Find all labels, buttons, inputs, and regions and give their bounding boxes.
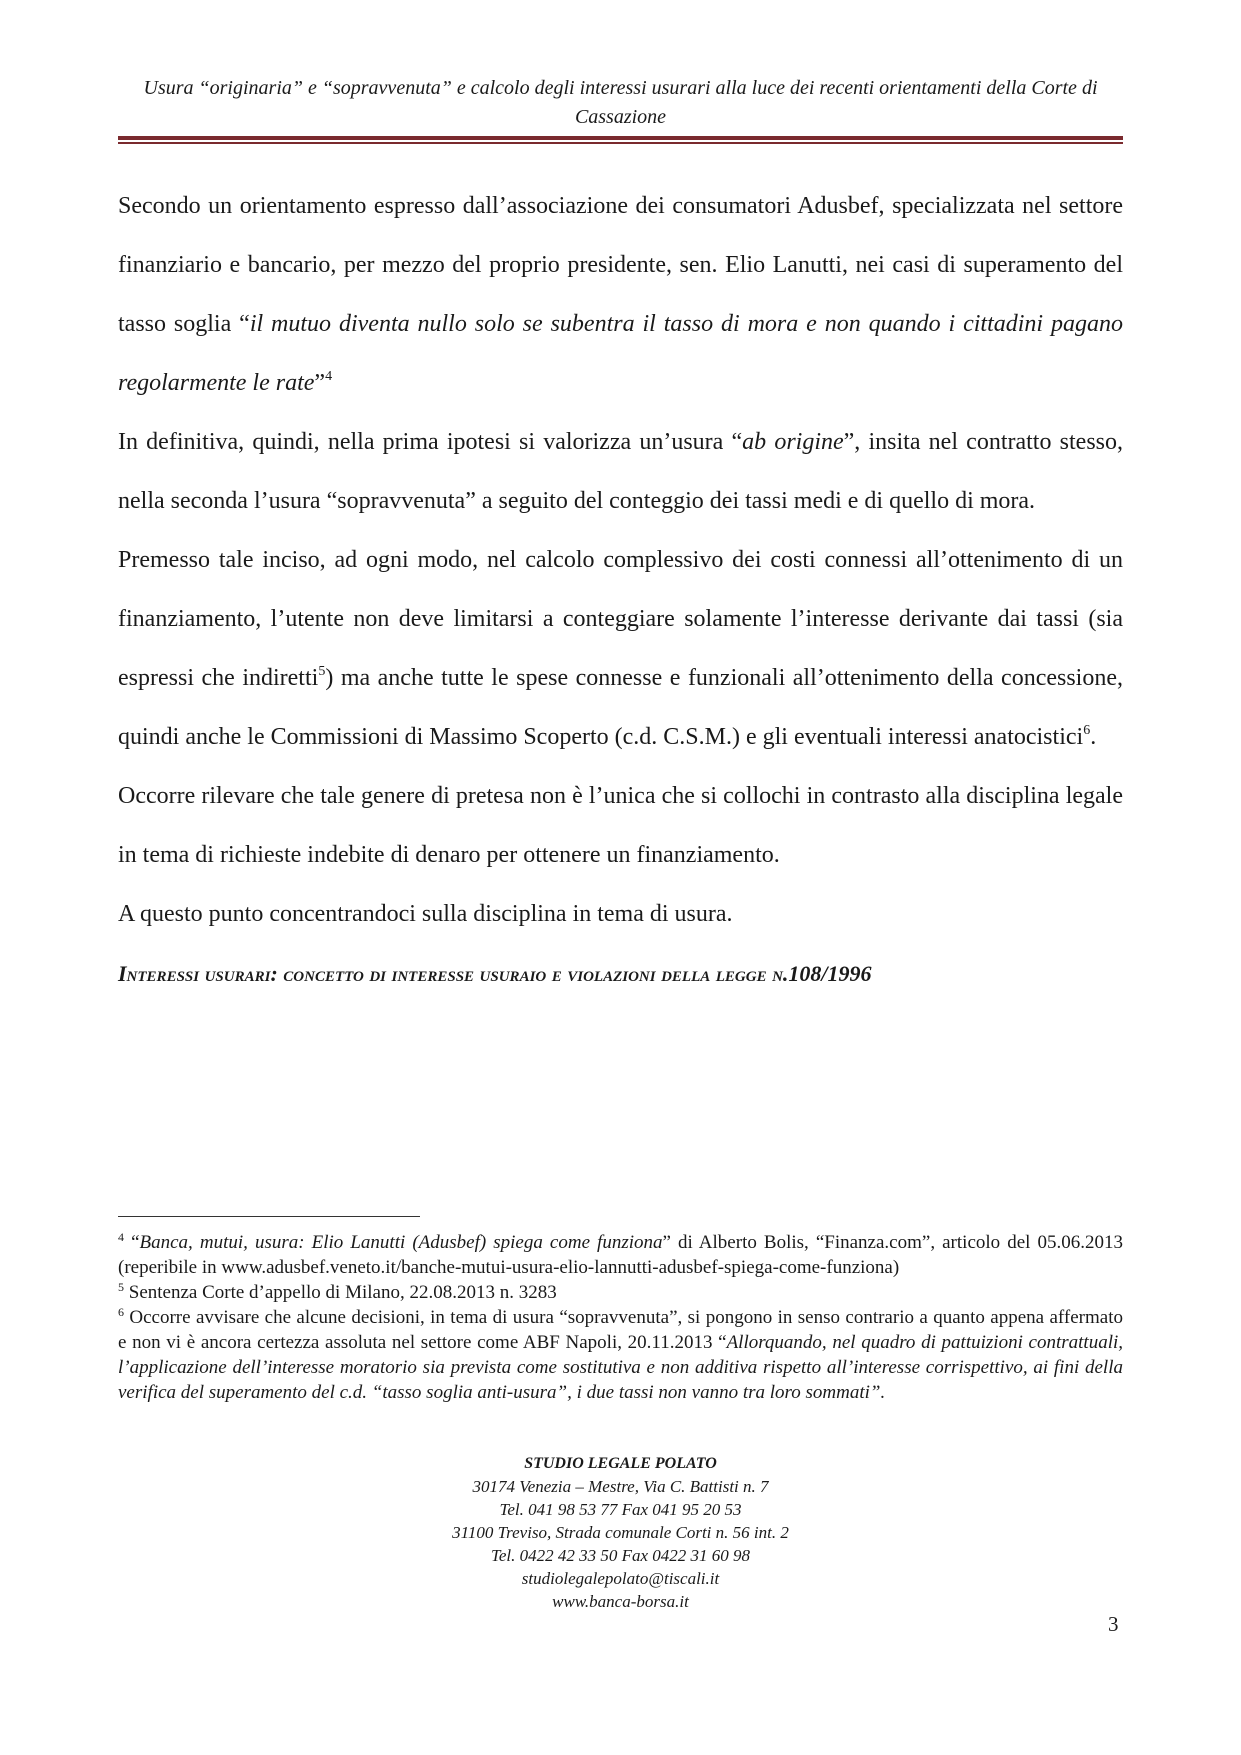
header-line-2: Cassazione — [574, 106, 667, 128]
firm-name: STUDIO LEGALE POLATO — [524, 1455, 717, 1472]
footer-email[interactable]: studiolegalepolato@tiscali.it — [521, 1569, 720, 1588]
header-rule-thin — [118, 142, 1123, 144]
footer-phone-2: Tel. 0422 42 33 50 Fax 0422 31 60 98 — [490, 1546, 751, 1565]
header-rule-thick — [118, 136, 1123, 140]
page-footer — [118, 1452, 1123, 1613]
paragraph-3: Premesso tale inciso, ad ogni modo, nel calcolo complessivo dei costi connessi all’ottenimento di un finanziamento, l’utente non deve limitarsi a conteggiare solamente l’interesse derivante dai tassi (sia espressi che indiretti$^5$) ma anche tutte le spese connesse e funzionali all’ottenimento della concessione, quindi anche le Commissioni di Massimo Scoperto (c.d. C.S.M.) e gli eventuali interessi anatocistici$^6$. — [118, 547, 1124, 750]
paragraph-2: In definitiva, quindi, nella prima ipotesi si valorizza un’usura “ab origine”, insita nel contratto stesso, nella seconda l’usura “sopravvenuta” a seguito del conteggio dei tassi medi e di quello di mora. — [118, 429, 1123, 514]
page-number: 3 — [1108, 1612, 1119, 1636]
quote-italic: il mutuo diventa nullo solo se subentra il tasso di mora e non quando i cittadini pagano regolarmente le rate — [118, 311, 1124, 396]
footnote-number: 4 — [118, 1230, 124, 1244]
running-header — [118, 74, 1123, 132]
footer-address-1: 30174 Venezia – Mestre, Via C. Battisti n. 7 — [472, 1477, 769, 1496]
footer-website[interactable]: www.banca-borsa.it — [552, 1592, 689, 1611]
header-line-1: Usura “originaria” e “sopravvenuta” e calcolo degli interessi usurari alla luce dei recenti orientamenti della Corte di — [143, 77, 1098, 99]
ab-origine-italic: ab origine — [742, 429, 844, 455]
footnote-6: $^6$ Occorre avvisare che alcune decisioni, in tema di usura “sopravvenuta”, si pongono in senso contrario a quanto appena affermato e non vi è ancora certezza assoluta nel settore come ABF Napoli, 20.11.2013 “Allorquando, nel quadro di pattuizioni contrattuali, l’applicazione dell’interesse moratorio sia prevista come sostitutiva e non additiva rispetto all’interesse corrispettivo, ai fini della verifica del superamento del c.d. “tasso soglia anti-usura”, i due tassi non vanno tra loro sommati”. — [118, 1305, 1123, 1403]
footer-address-2: 31100 Treviso, Strada comunale Corti n. 56 int. 2 — [452, 1523, 789, 1542]
footnotes — [118, 1230, 1123, 1405]
body-text — [118, 177, 1123, 1003]
footnote-number: 6 — [118, 1305, 124, 1319]
footnote-separator — [118, 1216, 420, 1217]
footnote-4: $^4$ “Banca, mutui, usura: Elio Lanutti (Adusbef) spiega come funziona” di Alberto Bolis, “Finanza.com”, articolo del 05.06.2013 (reperibile in www.adusbef.veneto.it/banche-mutui-usura-elio-lannutti-adusbef-spiega-come-funziona) — [118, 1230, 1123, 1278]
paragraph-4: Occorre rilevare che tale genere di pretesa non è l’unica che si collochi in contrasto alla disciplina legale in tema di richieste indebite di denaro per ottenere un finanziamento. — [118, 783, 1123, 868]
footnote-5: $^5$ Sentenza Corte d’appello di Milano, 22.08.2013 n. 3283 — [118, 1280, 557, 1303]
footnote-ref-4[interactable]: 4 — [325, 369, 333, 384]
paragraph-5: A questo punto concentrandoci sulla disciplina in tema di usura. — [118, 901, 733, 927]
section-heading: Interessi usurari: concetto di interesse usuraio e violazioni della legge n.108/1996 — [118, 961, 872, 986]
footnote-number: 5 — [118, 1280, 124, 1294]
footer-phone-1: Tel. 041 98 53 77 Fax 041 95 20 53 — [499, 1500, 742, 1519]
paragraph-1: Secondo un orientamento espresso dall’associazione dei consumatori Adusbef, specializzata nel settore finanziario e bancario, per mezzo del proprio presidente, sen. Elio Lanutti, nei casi di superamento del tasso soglia “il mutuo diventa nullo solo se subentra il tasso di mora e non quando i cittadini pagano regolarmente le rate”$^4$ — [118, 193, 1124, 396]
footnote-ref-5[interactable]: 5 — [318, 664, 326, 679]
footnote-ref-6[interactable]: 6 — [1083, 723, 1091, 738]
